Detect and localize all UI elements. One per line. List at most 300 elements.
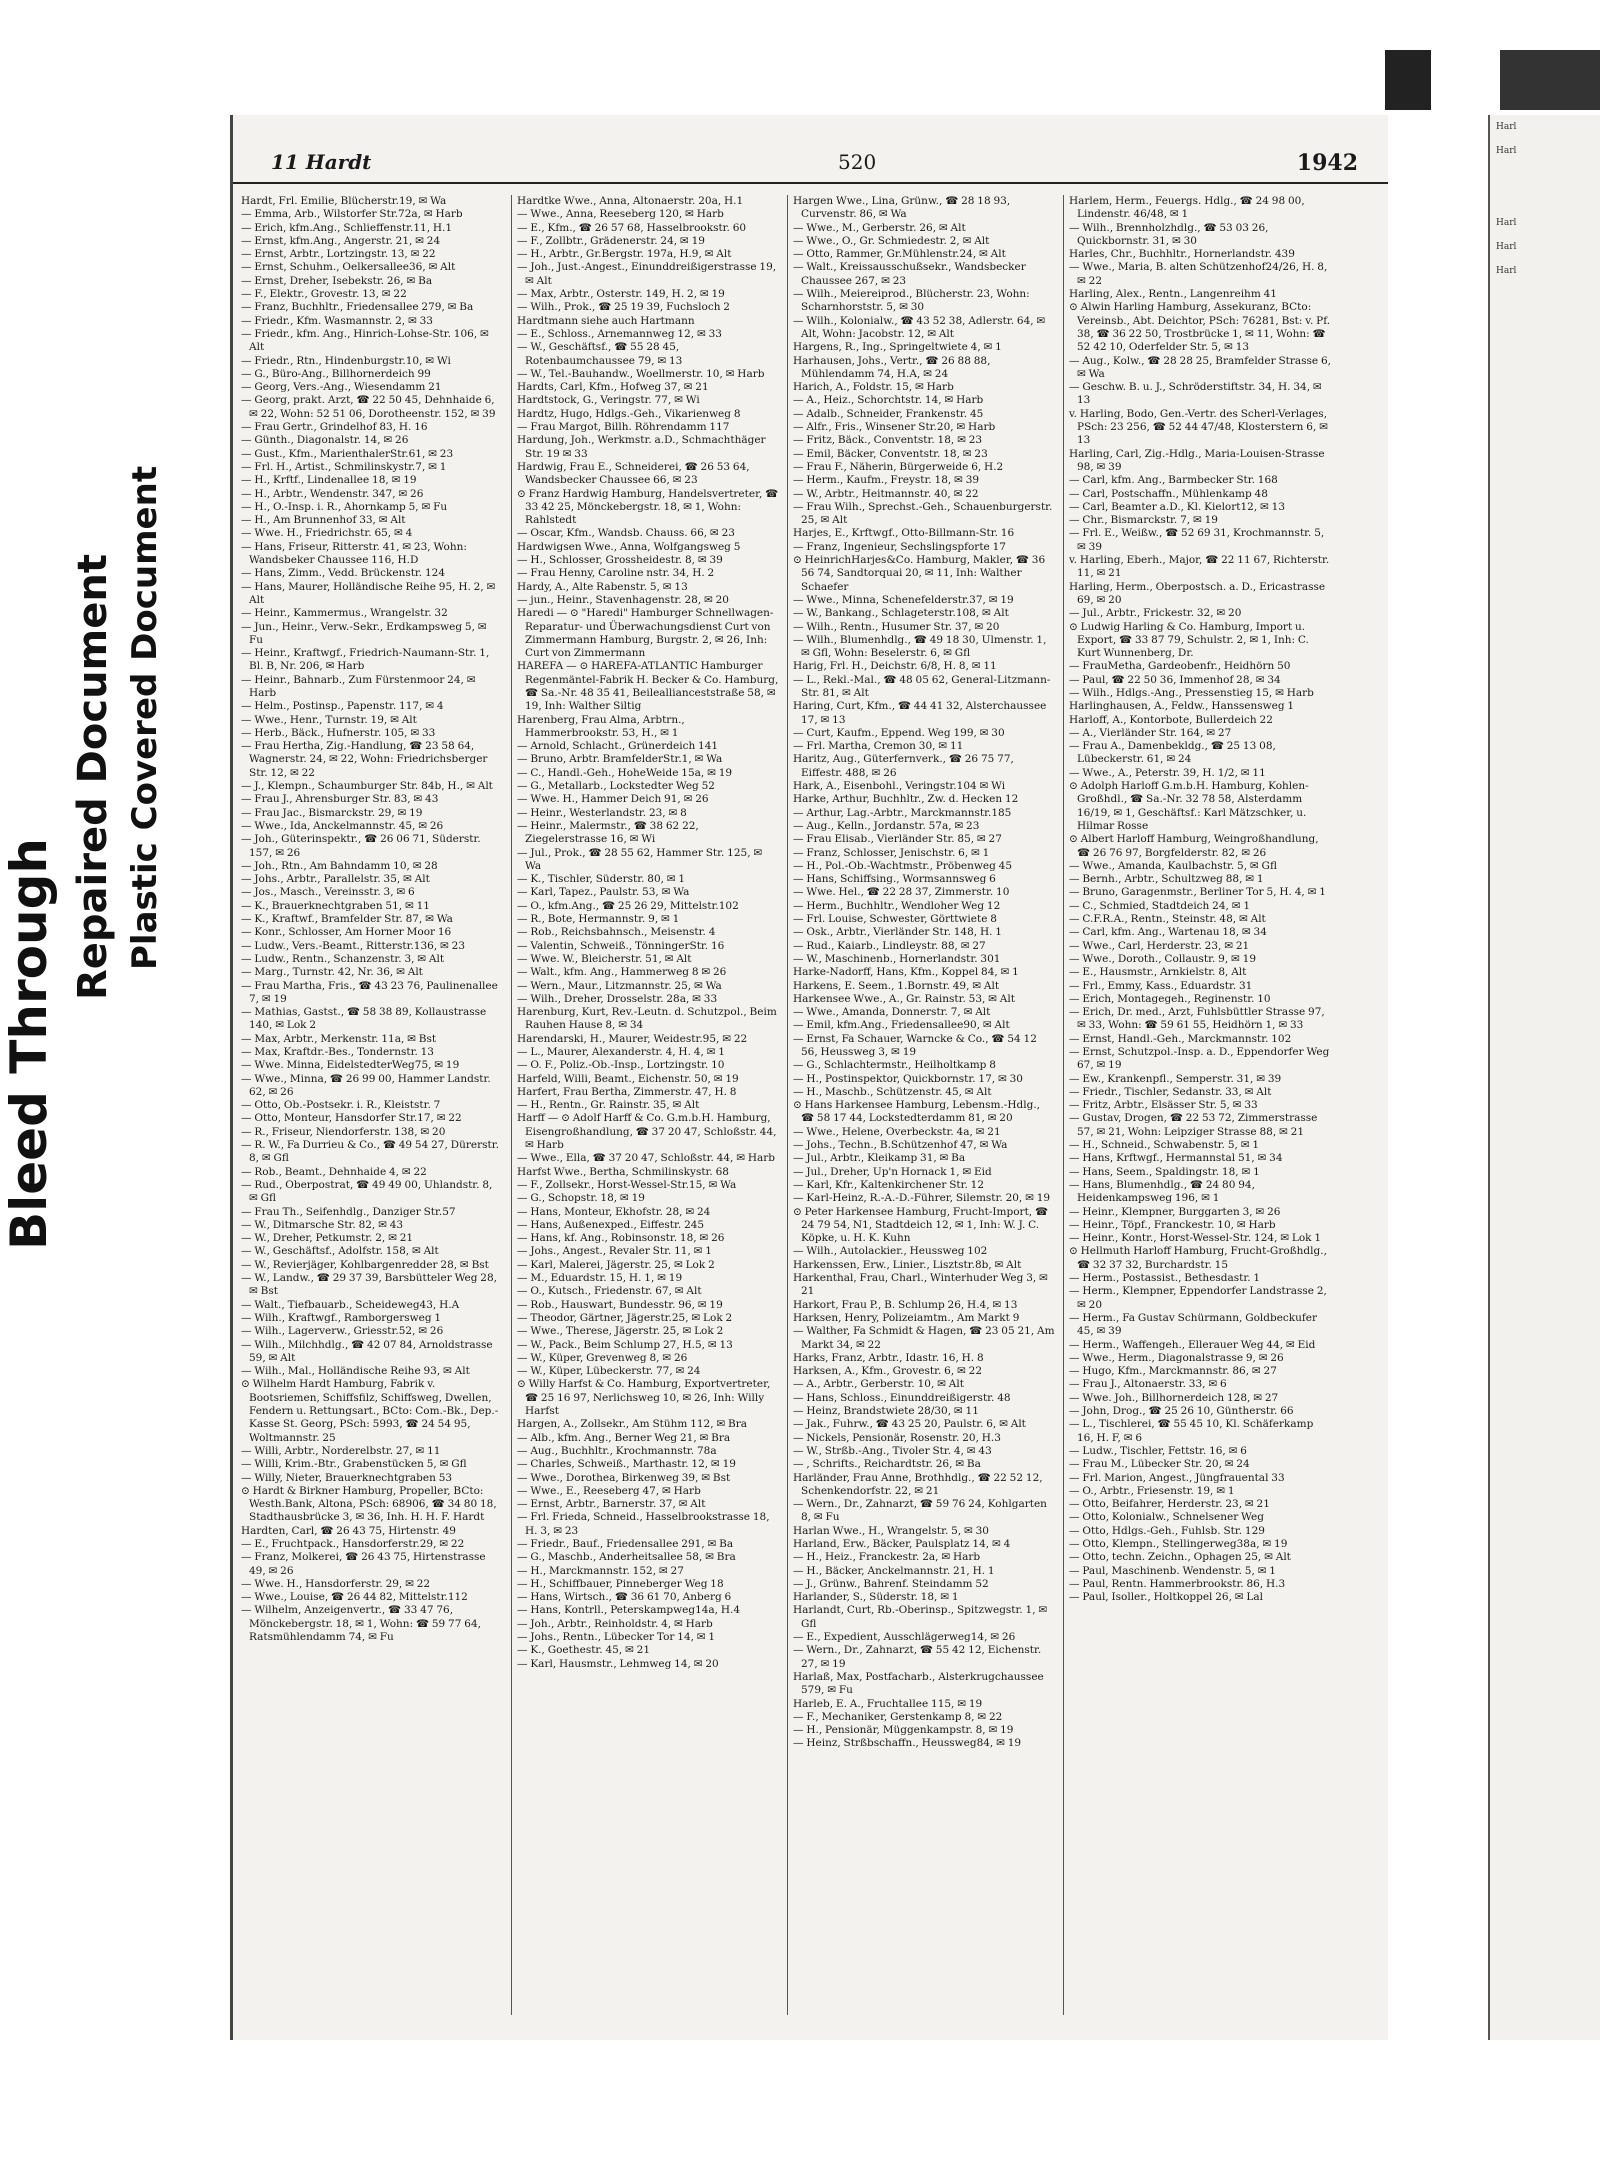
directory-entry: — Wilh., Mal., Holländische Reihe 93, ✉ Alt [241,1365,470,1378]
directory-entry: — Frl. Martha, Cremon 30, ✉ 11 [793,740,964,753]
directory-entry: — Rud., Kaiarb., Lindleystr. 88, ✉ 27 [793,939,986,952]
directory-entry: — H., Krftf., Lindenallee 18, ✉ 19 [241,474,417,487]
directory-entry: — Gustav, Drogen, ☎ 22 53 72, Zimmerstrasse 57, ✉ 21, Wohn: Leipziger Strasse 88, ✉ 21 [1069,1112,1318,1138]
directory-entry: — Otto, Beifahrer, Herderstr. 23, ✉ 21 [1069,1498,1270,1511]
directory-entry: — Wern., Dr., Zahnarzt, ☎ 55 42 12, Eichenstr. 27, ✉ 19 [793,1644,1042,1670]
directory-entry: — Herm., Fa Gustav Schürmann, Goldbeckufer 45, ✉ 39 [1069,1311,1318,1338]
directory-entry: — A., Arbtr., Gerberstr. 10, ✉ Alt [793,1378,964,1391]
strip-entry [1490,523,1600,547]
directory-entry: — K., Kraftwf., Bramfelder Str. 87, ✉ Wa [241,913,453,926]
directory-entry: — L., Rekl.-Mal., ☎ 48 05 62, General-Litzmann-Str. 81, ✉ Alt [793,673,1051,699]
directory-entry: — Wilh., Rentn., Husumer Str. 37, ✉ 20 [793,620,1000,633]
directory-entry: — Otto, Klempn., Stellingerweg38a, ✉ 19 [1069,1537,1288,1550]
directory-entry: — Emil, kfm.Ang., Friedensallee90, ✉ Alt [793,1019,1010,1032]
directory-entry: — H., O.-Insp. i. R., Ahornkamp 5, ✉ Fu [241,500,448,513]
directory-column-2 [517,195,779,2015]
directory-entry: — W., Dreher, Petkumstr. 2, ✉ 21 [241,1232,414,1245]
directory-entry: — Rob., Beamt., Dehnhaide 4, ✉ 22 [241,1165,427,1178]
directory-entry: — Frl. H., Artist., Schmilinskystr.7, ✉ 1 [241,460,447,473]
directory-entry: — Wern., Maur., Litzmannstr. 25, ✉ Wa [517,979,722,992]
directory-entry: — Wwe., Carl, Herderstr. 23, ✉ 21 [1069,939,1250,952]
top-margin [0,0,1600,50]
directory-entry: Hardung, Joh., Werkmstr. a.D., Schmachthäger Str. 19 ✉ 33 [517,434,766,460]
directory-entry: — Friedr., Bauf., Friedensallee 291, ✉ Ba [517,1537,734,1550]
directory-entry: — Günth., Diagonalstr. 14, ✉ 26 [241,434,409,447]
strip-entry [1490,379,1600,403]
directory-entry: — H., Arbtr., Wendenstr. 347, ✉ 26 [241,487,424,500]
directory-entry: — Emma, Arb., Wilstorfer Str.72a, ✉ Harb [241,208,463,221]
directory-entry: — Karl, Malerei, Jägerstr. 25, ✉ Lok 2 [517,1258,715,1271]
directory-entry: Harfert, Frau Bertha, Zimmerstr. 47, H. 8 [517,1085,737,1098]
directory-entry: — Herb., Bäck., Hufnerstr. 105, ✉ 33 [241,726,436,739]
directory-entry: — Theodor, Gärtner, Jägerstr.25, ✉ Lok 2 [517,1311,733,1324]
directory-entry: — W., Maschinenb., Hornerlandstr. 301 [793,952,1001,965]
column-divider [511,195,512,2015]
directory-entry: — Willi, Arbtr., Norderelbstr. 27, ✉ 11 [241,1444,441,1457]
directory-entry: — W., Strßb.-Ang., Tivoler Str. 4, ✉ 43 [793,1444,992,1457]
directory-entry: Harkort, Frau P., B. Schlump 26, H.4, ✉ 13 [793,1298,1018,1311]
directory-entry: — A., Heiz., Schorchtstr. 14, ✉ Harb [793,394,984,407]
directory-entry: — Frau J., Altonaerstr. 33, ✉ 6 [1069,1378,1227,1391]
directory-entry: — Herm., Kaufm., Freystr. 18, ✉ 39 [793,474,980,487]
directory-entry: — Herm., Buchhltr., Wendloher Weg 12 [793,899,1001,912]
directory-entry: — Wwe., Helene, Overbeckstr. 4a, ✉ 21 [793,1125,1001,1138]
directory-entry: Harff — ⊙ Adolf Harff & Co. G.m.b.H. Hamburg, Eisengroßhandlung, ☎ 37 20 47, Schloßstr. 44, ✉ Harb [517,1112,777,1152]
directory-entry: ⊙ Hans Harkensee Hamburg, Lebensm.-Hdlg., ☎ 58 17 44, Lockstedterdamm 81, ✉ 20 [793,1099,1040,1125]
directory-entry: — M., Eduardstr. 15, H. 1, ✉ 19 [517,1272,683,1285]
directory-entry: — Heinr., Kraftwgf., Friedrich-Naumann-Str. 1, Bl. B, Nr. 206, ✉ Harb [241,647,490,673]
directory-entry: — Jos., Masch., Vereinsstr. 3, ✉ 6 [241,886,415,899]
directory-entry: — Hans, Außenexped., Eiffestr. 245 [517,1218,705,1231]
directory-entry: — Valentin, Schweiß., TönningerStr. 16 [517,939,725,952]
directory-entry: — Wwe., O., Gr. Schmiedestr. 2, ✉ Alt [793,234,990,247]
directory-entry: — W., Landw., ☎ 29 37 39, Barsbütteler Weg 28, ✉ Bst [241,1272,497,1298]
directory-entry: Haring, Curt, Kfm., ☎ 44 41 32, Alsterchaussee 17, ✉ 13 [793,700,1047,726]
directory-entry: Harjes, E., Krftwgf., Otto-Billmann-Str. 16 [793,527,1015,540]
directory-entry: — Franz, Ingenieur, Sechslingspforte 17 [793,540,1006,553]
directory-entry: — Karl, Hausmstr., Lehmweg 14, ✉ 20 [517,1657,719,1670]
directory-entry: — G., Maschb., Anderheitsallee 58, ✉ Bra [517,1551,736,1564]
directory-entry: Harlander, S., Süderstr. 18, ✉ 1 [793,1591,959,1604]
directory-entry: — Frau F., Näherin, Bürgerweide 6, H.2 [793,460,1004,473]
directory-entry: — Frl. Frieda, Schneid., Hasselbrookstrasse 18, H. 3, ✉ 23 [517,1511,770,1537]
directory-entry: — Wwe. Joh., Billhornerdeich 128, ✉ 27 [1069,1391,1279,1404]
directory-entry: — W., Küper, Lübeckerstr. 77, ✉ 24 [517,1365,701,1378]
directory-entry: Harkenssen, Erw., Linier., Lisztstr.8b, ✉ Alt [793,1258,1022,1271]
directory-entry: — Wwe. H., Friedrichstr. 65, ✉ 4 [241,527,413,540]
directory-entry: — O. F., Poliz.-Ob.-Insp., Lortzingstr. 10 [517,1059,725,1072]
directory-entry: — Ludw., Vers.-Beamt., Ritterstr.136, ✉ 23 [241,939,466,952]
directory-entry: — Carl, Beamter a.D., Kl. Kielort12, ✉ 13 [1069,500,1286,513]
directory-entry: — W., Geschäftsf., Adolfstr. 158, ✉ Alt [241,1245,439,1258]
directory-entry: Harkenthal, Frau, Charl., Winterhuder Weg 3, ✉ 21 [793,1272,1048,1298]
directory-entry: — Heinr., Westerlandstr. 23, ✉ 8 [517,806,687,819]
directory-entry: — K., Tischler, Süderstr. 80, ✉ 1 [517,873,686,886]
directory-entry: Hardten, Carl, ☎ 26 43 75, Hirtenstr. 49 [241,1524,456,1537]
page-header [233,150,1388,184]
header-year: 1942 [1296,150,1358,176]
directory-entry: — E., Fruchtpack., Hansdorferstr.29, ✉ 22 [241,1537,465,1550]
directory-entry: — Jak., Fuhrw., ☎ 43 25 20, Paulstr. 6, ✉ Alt [793,1418,1026,1431]
directory-entry: — G., Schopstr. 18, ✉ 19 [517,1192,645,1205]
directory-entry: Harkens, E. Seem., 1.Bornstr. 49, ✉ Alt [793,979,1000,992]
directory-entry: — Geschw. B. u. J., Schröderstiftstr. 34, H. 34, ✉ 13 [1069,381,1322,407]
directory-entry: Hargen, A., Zollsekr., Am Stühm 112, ✉ Bra [517,1418,748,1431]
directory-entry: — H., Rentn., Gr. Rainstr. 35, ✉ Alt [517,1099,700,1112]
directory-entry: — jun., Heinr., Stavenhagenstr. 28, ✉ 20 [517,593,729,606]
directory-entry: — Aug., Buchhltr., Krochmannstr. 78a [517,1444,717,1457]
directory-entry: — Wilh., Blumenhdlg., ☎ 49 18 30, Ulmenstr. 1, ✉ Gfl, Wohn: Beselerstr. 6, ✉ Gfl [793,633,1047,660]
directory-entry: ⊙ HeinrichHarjes&Co. Hamburg, Makler, ☎ 36 56 74, Sandtorquai 20, ✉ 11, Inh: Walther Schaefer [793,554,1046,593]
directory-entry: — Wwe., Ella, ☎ 37 20 47, Schloßstr. 44, ✉ Harb [517,1152,776,1165]
directory-entry: — Franz, Molkerei, ☎ 26 43 75, Hirtenstrasse 49, ✉ 26 [241,1551,486,1577]
directory-entry: Harfst Wwe., Bertha, Schmilinskystr. 68 [517,1165,729,1178]
directory-entry: — R. W., Fa Durrieu & Co., ☎ 49 54 27, Dürerstr. 8, ✉ Gfl [241,1139,499,1165]
directory-entry: — Paul, ☎ 22 50 36, Immenhof 28, ✉ 34 [1069,673,1281,686]
directory-entry: Harke-Nadorff, Hans, Kfm., Koppel 84, ✉ 1 [793,966,1019,979]
directory-entry: — O., Arbtr., Friesenstr. 19, ✉ 1 [1069,1484,1235,1497]
directory-entry: Harlandt, Curt, Rb.-Oberinsp., Spitzwegstr. 1, ✉ Gfl [793,1604,1048,1630]
directory-entry: — E., Schloss., Arnemannweg 12, ✉ 33 [517,327,722,340]
directory-entry: — H., Marckmannstr. 152, ✉ 27 [517,1564,684,1577]
directory-entry: ⊙ Hardt & Birkner Hamburg, Propeller, BCto: Westh.Bank, Altona, PSch: 68906, ☎ 34 80 18, Stadthausbrücke 3, ✉ 36, Inh. H. H. F. Hardt [241,1484,497,1524]
strip-entry [1490,283,1600,307]
directory-entry: ⊙ Peter Harkensee Hamburg, Frucht-Import, ☎ 24 79 54, N1, Stadtdeich 12, ✉ 1, Inh: W. J. C. Köpke, u. H. K. Kuhn [793,1205,1049,1245]
directory-entry: — Ernst, Handl.-Geh., Marckmannstr. 102 [1069,1032,1292,1045]
directory-entry: — Hans, Maurer, Holländische Reihe 95, H. 2, ✉ Alt [241,580,496,606]
directory-entry: — Wern., Dr., Zahnarzt, ☎ 59 76 24, Kohlgarten 8, ✉ Fu [793,1498,1047,1524]
directory-entry: — Karl, Tapez., Paulstr. 53, ✉ Wa [517,886,690,899]
directory-entry: — Erich, Montagegeh., Reginenstr. 10 [1069,992,1271,1005]
directory-entry: — W., Pack., Beim Schlump 27, H.5, ✉ 13 [517,1338,733,1351]
directory-entry: — Jul., Dreher, Up'n Hornack 1, ✉ Eid [793,1165,992,1178]
directory-entry: — Jul., Prok., ☎ 28 55 62, Hammer Str. 125, ✉ Wa [517,846,763,872]
directory-entry: — Ernst, kfm.Ang., Angerstr. 21, ✉ 24 [241,234,441,247]
directory-entry: — Wwe., Minna, Schenefelderstr.37, ✉ 19 [793,593,1014,606]
directory-entry: Hardtz, Hugo, Hdlgs.-Geh., Vikarienweg 8 [517,407,741,420]
strip-entry [1490,331,1600,355]
strip-entry [1490,475,1600,499]
directory-entry: — Carl, kfm. Ang., Wartenau 18, ✉ 34 [1069,926,1267,939]
directory-entry: — Wwe. Minna, EidelstedterWeg75, ✉ 19 [241,1059,460,1072]
header-running-title: 11 Hardt [271,150,372,174]
strip-entry: Harl [1496,218,1517,228]
directory-entry: — Rob., Hauswart, Bundesstr. 96, ✉ 19 [517,1298,723,1311]
directory-entry: — Wwe., Henr., Turnstr. 19, ✉ Alt [241,713,417,726]
strip-entry [1490,307,1600,331]
directory-entry: — Ludw., Rentn., Schanzenstr. 3, ✉ Alt [241,952,445,965]
directory-entry: — Frl., Emmy, Kass., Eduardstr. 31 [1069,979,1253,992]
directory-entry: — Walt., kfm. Ang., Hammerweg 8 ✉ 26 [517,966,727,979]
directory-entry: Harks, Franz, Arbtr., Idastr. 16, H. 8 [793,1351,984,1364]
directory-entry: — Frau Jac., Bismarckstr. 29, ✉ 19 [241,806,423,819]
directory-entry: — Hans, Wirtsch., ☎ 36 61 70, Anberg 6 [517,1591,732,1604]
directory-entry: — Wwe., Dorothea, Birkenweg 39, ✉ Bst [517,1471,731,1484]
directory-entry: v. Harling, Bodo, Gen.-Vertr. des Scherl-Verlages, PSch: 23 256, ☎ 52 44 47/48, Klosterstern 6, ✉ 13 [1069,407,1328,447]
directory-entry: — E., Kfm., ☎ 26 57 68, Hasselbrookstr. 60 [517,221,747,234]
directory-entry: — Helm., Postinsp., Papenstr. 117, ✉ 4 [241,700,444,713]
directory-entry: — Erich, kfm.Ang., Schlieffenstr.11, H.1 [241,221,453,234]
directory-entry: — C.F.R.A., Rentn., Steinstr. 48, ✉ Alt [1069,913,1266,926]
directory-entry: — Ernst, Arbtr., Lortzingstr. 13, ✉ 22 [241,248,436,261]
directory-entry: Hardy, A., Alte Rabenstr. 5, ✉ 13 [517,580,688,593]
directory-entry: — Wwe., M., Gerberstr. 26, ✉ Alt [793,221,966,234]
directory-entry: — Ernst, Dreher, Isebekstr. 26, ✉ Ba [241,274,433,287]
strip-entry [1490,499,1600,523]
directory-entry: — Carl, kfm. Ang., Barmbecker Str. 168 [1069,474,1278,487]
directory-entry: — Willi, Krim.-Btr., Grabenstücken 5, ✉ Gfl [241,1458,467,1471]
directory-entry: — H., Schiffbauer, Pinneberger Weg 18 [517,1577,724,1590]
directory-entry: — Otto, Kolonialw., Schnelsener Weg [1069,1511,1264,1524]
directory-entry: — Frau A., Damenbekldg., ☎ 25 13 08, Lübeckerstr. 61, ✉ 24 [1069,740,1276,766]
directory-entry: — Marg., Turnstr. 42, Nr. 36, ✉ Alt [241,966,423,979]
directory-entry: — Hans, Krftwgf., Hermannstal 51, ✉ 34 [1069,1152,1283,1165]
directory-entry: — A., Vierländer Str. 164, ✉ 27 [1069,726,1232,739]
directory-entry: — Frau Wilh., Sprechst.-Geh., Schauenburgerstr. 25, ✉ Alt [793,500,1053,527]
directory-entry: — Konr., Schlosser, Am Horner Moor 16 [241,926,452,939]
strip-entry: Harl [1496,242,1517,252]
directory-entry: — Alfr., Fris., Winsener Str.20, ✉ Harb [793,421,996,434]
directory-entry: — Otto, Monteur, Hansdorfer Str.17, ✉ 22 [241,1112,462,1125]
directory-entry: — H., Schneid., Schwabenstr. 5, ✉ 1 [1069,1139,1260,1152]
directory-entry: — Johs., Angest., Revaler Str. 11, ✉ 1 [517,1245,712,1258]
directory-entry: — O., kfm.Ang., ☎ 25 26 29, Mittelstr.102 [517,899,739,912]
directory-entry: — Hans, Friseur, Ritterstr. 41, ✉ 23, Wohn: Wandsbeker Chaussee 116, H.D [241,540,467,567]
directory-entry: — W., Tel.-Bauhandw., Woellmerstr. 10, ✉ Harb [517,367,765,380]
directory-entry: — FrauMetha, Gardeobenfr., Heidhörn 50 [1069,660,1291,673]
directory-entry: — J., Klempn., Schaumburger Str. 84b, H., ✉ Alt [241,780,493,793]
directory-entry: — Heinr., Kammermus., Wrangelstr. 32 [241,607,448,620]
directory-column-4 [1069,195,1331,2015]
directory-entry: — F., Elektr., Grovestr. 13, ✉ 22 [241,288,407,301]
directory-entry: — R., Bote, Hermannstr. 9, ✉ 1 [517,913,680,926]
directory-entry: — Wwe., Minna, ☎ 26 99 00, Hammer Landstr. 62, ✉ 26 [241,1072,491,1098]
directory-entry: — O., Kutsch., Friedenstr. 67, ✉ Alt [517,1285,702,1298]
directory-entry: — Johs., Techn., B.Schützenhof 47, ✉ Wa [793,1139,1008,1152]
directory-page [230,115,1388,2040]
directory-entry: — Chr., Bismarckstr. 7, ✉ 19 [1069,514,1218,527]
directory-entry: — Herm., Klempner, Eppendorfer Landstrasse 2, ✉ 20 [1069,1285,1327,1311]
directory-entry: — John, Drog., ☎ 25 26 10, Güntherstr. 66 [1069,1405,1294,1418]
directory-entry: Hardtmann siehe auch Hartmann [517,314,695,327]
directory-entry: — Wilh., Prok., ☎ 25 19 39, Fuchsloch 2 [517,301,730,314]
strip-entry [1490,403,1600,427]
directory-entry: Harich, A., Foldstr. 15, ✉ Harb [793,381,954,394]
directory-entry: — W., Revierjäger, Kohlbargenredder 28, ✉ Bst [241,1258,489,1271]
directory-entry: — Arnold, Schlacht., Grünerdeich 141 [517,740,719,753]
directory-entry: — Hugo, Kfm., Marckmannstr. 86, ✉ 27 [1069,1365,1277,1378]
directory-entry: Haredi — ⊙ "Haredi" Hamburger Schnellwagen-Reparatur- und Überwachungsdienst Curt von Zimmermann Hamburg, Burgstr. 2, ✉ 26, Inh: Curt von Zimmermann [517,607,774,660]
directory-entry: ⊙ Ludwig Harling & Co. Hamburg, Import u. Export, ☎ 33 87 79, Schulstr. 2, ✉ 1, Inh: C. Kurt Wunnenberg, Dr. [1069,620,1309,660]
directory-entry: Hardtke Wwe., Anna, Altonaerstr. 20a, H.1 [517,195,744,207]
directory-entry: — Frau Hertha, Zig.-Handlung, ☎ 23 58 64, Wagnerstr. 24, ✉ 22, Wohn: Friedrichsberger Str. 12, ✉ 22 [241,740,488,779]
strip-entry [1490,667,1600,691]
label-plastic-covered: Plastic Covered Document [125,465,165,970]
directory-entry: — Aug., Kelln., Jordanstr. 57a, ✉ 23 [793,819,980,832]
directory-entry: Harig, Frl. H., Deichstr. 6/8, H. 8, ✉ 11 [793,660,997,673]
strip-entry [1490,163,1600,187]
directory-entry: — E., Expedient, Ausschlägerweg14, ✉ 26 [793,1631,1016,1644]
directory-entry: — Hans, Kontrll., Peterskampweg14a, H.4 [517,1604,741,1617]
strip-entry: Harl [1496,122,1517,132]
directory-entry: — Wwe., Doroth., Collaustr. 9, ✉ 19 [1069,952,1257,965]
strip-entry [1490,691,1600,715]
directory-entry: — Frau M., Lübecker Str. 20, ✉ 24 [1069,1458,1250,1471]
directory-entry: — Max, Arbtr., Osterstr. 149, H. 2, ✉ 19 [517,288,725,301]
directory-entry: — Wwe. W., Bleicherstr. 51, ✉ Alt [517,952,692,965]
directory-entry: — H., Pol.-Ob.-Wachtmstr., Pröbenweg 45 [793,859,1013,872]
directory-entry: — R., Friseur, Niendorferstr. 138, ✉ 20 [241,1125,446,1138]
directory-entry: — Aug., Kolw., ☎ 28 28 25, Bramfelder Strasse 6, ✉ Wa [1069,354,1331,380]
directory-entry: — Herm., Waffengeh., Ellerauer Weg 44, ✉ Eid [1069,1338,1316,1351]
directory-entry: — L., Maurer, Alexanderstr. 4, H. 4, ✉ 1 [517,1046,725,1058]
directory-entry: — Hans, kf. Ang., Robinsonstr. 18, ✉ 26 [517,1232,725,1245]
directory-entry: — Hans, Zimm., Vedd. Brückenstr. 124 [241,567,446,580]
directory-entry: Harksen, Henry, Polizeiamtm., Am Markt 9 [793,1311,1020,1324]
directory-entry: — Wilh., Lagerverw., Griesstr.52, ✉ 26 [241,1325,444,1338]
directory-entry: Harling, Alex., Rentn., Langenreihm 41 [1069,288,1277,301]
strip-entry [1490,595,1600,619]
directory-entry: — Nickels, Pensionär, Rosenstr. 20, H.3 [793,1431,1001,1444]
label-bleed-through: Bleed Through [0,838,58,1250]
directory-entry: ⊙ Albert Harloff Hamburg, Weingroßhandlung, ☎ 26 76 97, Borgfelderstr. 82, ✉ 26 [1069,833,1319,859]
directory-entry: — Otto, Hdlgs.-Geh., Fuhlsb. Str. 129 [1069,1524,1265,1537]
directory-entry: — Heinz, Strßbschaffn., Heussweg84, ✉ 19 [793,1737,1022,1750]
directory-entry: — Wwe. H., Hansdorferstr. 29, ✉ 22 [241,1577,431,1590]
directory-entry: Harlinghausen, A., Feldw., Hanssensweg 1 [1069,700,1295,713]
directory-entry: Hardwigsen Wwe., Anna, Wolfgangsweg 5 [517,540,741,553]
directory-entry: — H., Postinspektor, Quickbornstr. 17, ✉ 30 [793,1072,1023,1085]
directory-entry: — Emil, Bäcker, Conventstr. 18, ✉ 23 [793,447,988,460]
directory-entry: — Wwe., Herm., Diagonalstrasse 9, ✉ 26 [1069,1351,1284,1364]
directory-entry: — Wilh., Milchhdlg., ☎ 42 07 84, Arnoldstrasse 59, ✉ Alt [241,1338,493,1364]
strip-entry [1490,355,1600,379]
directory-entry: — Erich, Dr. med., Arzt, Fuhlsbüttler Strasse 97, ✉ 33, Wohn: ☎ 59 61 55, Heidhörn 1, ✉ 33 [1069,1006,1325,1032]
directory-entry: — Max, Kraftdr.-Bes., Tondernstr. 13 [241,1046,434,1058]
directory-entry: — Hans, Schloss., Einunddreißigerstr. 48 [793,1391,1011,1404]
directory-entry: — Herm., Postassist., Bethesdastr. 1 [1069,1272,1261,1285]
directory-entry: — Ernst, Arbtr., Barnerstr. 37, ✉ Alt [517,1498,706,1511]
strip-entry [1490,571,1600,595]
directory-entry: — Friedr., Tischler, Sedanstr. 33, ✉ Alt [1069,1085,1272,1098]
directory-entry: — Frl. Marion, Angest., Jüngfrauental 33 [1069,1471,1285,1484]
directory-entry: — Karl-Heinz, R.-A.-D.-Führer, Silemstr. 20, ✉ 19 [793,1192,1051,1205]
directory-entry: — Ernst, Fa Schauer, Warncke & Co., ☎ 54 12 56, Heussweg 3, ✉ 19 [793,1032,1037,1058]
directory-entry: Harlem, Herm., Feuergs. Hdlg., ☎ 24 98 00, Lindenstr. 46/48, ✉ 1 [1069,195,1305,221]
directory-entry: Harhausen, Johs., Vertr., ☎ 26 88 88, Mühlendamm 74, H.A, ✉ 24 [793,354,991,380]
directory-entry: — Arthur, Lag.-Arbtr., Marckmannstr.185 [793,806,1012,819]
directory-entry: — Frau Martha, Fris., ☎ 43 23 76, Paulinenallee 7, ✉ 19 [241,979,498,1005]
strip-entry [1490,427,1600,451]
directory-entry: — Max, Arbtr., Merkenstr. 11a, ✉ Bst [241,1032,437,1045]
strip-entry [1490,643,1600,667]
directory-entry: — Heinr., Klempner, Burggarten 3, ✉ 26 [1069,1205,1281,1218]
directory-entry: — Fritz, Bäck., Conventstr. 18, ✉ 23 [793,434,983,447]
directory-entry: Harlan Wwe., H., Wrangelstr. 5, ✉ 30 [793,1524,989,1537]
directory-entry: — Heinr., Kontr., Horst-Wessel-Str. 124, ✉ Lok 1 [1069,1232,1322,1245]
directory-entry: — Ludw., Tischler, Fettstr. 16, ✉ 6 [1069,1444,1247,1457]
directory-entry: — Otto, techn. Zeichn., Ophagen 25, ✉ Alt [1069,1551,1291,1564]
directory-entry: Harkensee Wwe., A., Gr. Rainstr. 53, ✉ Alt [793,992,1015,1005]
directory-entry: — Paul, Maschinenb. Wendenstr. 5, ✉ 1 [1069,1564,1276,1577]
directory-entry: — G., Büro-Ang., Billhornerdeich 99 [241,367,431,380]
directory-entry: — F., Zollbtr., Grädenerstr. 24, ✉ 19 [517,234,705,247]
directory-entry: ⊙ Hellmuth Harloff Hamburg, Frucht-Großhdlg., ☎ 32 37 32, Burchardstr. 15 [1069,1245,1327,1271]
directory-entry: — Hans, Monteur, Ekhofstr. 28, ✉ 24 [517,1205,711,1218]
directory-entry: — Wwe., Amanda, Donnerstr. 7, ✉ Alt [793,1006,991,1019]
directory-entry: Hargens, R., Ing., Springeltwiete 4, ✉ 1 [793,341,1002,354]
directory-entry: — Willy, Nieter, Brauerknechtgraben 53 [241,1471,453,1484]
directory-entry: — Adalb., Schneider, Frankenstr. 45 [793,407,984,420]
directory-entry: — Ernst, Schutzpol.-Insp. a. D., Eppendorfer Weg 67, ✉ 19 [1069,1046,1330,1072]
directory-entry: — Frau Henny, Caroline nstr. 34, H. 2 [517,567,715,580]
directory-entry: ⊙ Wilhelm Hardt Hamburg, Fabrik v. Bootsriemen, Schiffsfilz, Schiffsweg, Dwellen, Fendern u. Rettungsart., BCto: Com.-Bk., Dep.-Kasse St. Georg, PSch: 5993, ☎ 24 54 95, Woltmannstr. 25 [241,1378,499,1444]
directory-entry: — Hans, Seem., Spaldingstr. 18, ✉ 1 [1069,1165,1260,1178]
directory-entry: — Oscar, Kfm., Wandsb. Chauss. 66, ✉ 23 [517,527,735,540]
directory-entry: Harke, Arthur, Buchhltr., Zw. d. Hecken 12 [793,793,1019,806]
column-divider [1063,195,1064,2015]
directory-entry: Hargen Wwe., Lina, Grünw., ☎ 28 18 93, Curvenstr. 86, ✉ Wa [793,195,1011,221]
directory-entry: — Bernh., Arbtr., Schultzweg 88, ✉ 1 [1069,873,1264,886]
directory-entry: — K., Brauerknechtgraben 51, ✉ 11 [241,899,430,912]
directory-entry: — Carl, Postschaffn., Mühlenkamp 48 [1069,487,1268,500]
directory-entry: — H., Maschb., Schützenstr. 45, ✉ Alt [793,1085,992,1098]
directory-entry: — , Schrifts., Reichardtstr. 26, ✉ Ba [793,1458,981,1471]
directory-entry: — Gust., Kfm., MarienthalerStr.61, ✉ 23 [241,447,454,460]
directory-entry: ⊙ Alwin Harling Hamburg, Assekuranz, BCto: Vereinsb., Abt. Deichtor, PSch: 76281, Bst: v. Pf. 38, ☎ 36 22 50, Trostbrücke 1, ✉ 11, Wohn: ☎ 52 42 10, Oderfelder Str. 5, ✉ 13 [1069,301,1331,354]
directory-entry: — K., Goethestr. 45, ✉ 21 [517,1644,650,1657]
directory-entry: — Frau Margot, Billh. Röhrendamm 117 [517,421,730,434]
directory-entry: Haritz, Aug., Güterfernverk., ☎ 26 75 77, Eiffestr. 488, ✉ 26 [793,753,1014,779]
directory-entry: — Wilh., Kraftwgf., Ramborgersweg 1 [241,1311,442,1324]
directory-entry: — Joh., Arbtr., Reinholdstr. 4, ✉ Harb [517,1617,713,1630]
directory-entry: — Ernst, Schuhm., Oelkersallee36, ✉ Alt [241,261,456,274]
directory-entry: — Paul, Isoller., Holtkoppel 26, ✉ Lal [1069,1591,1264,1604]
directory-entry: — W., Bankang., Schlageterstr.108, ✉ Alt [793,607,1009,620]
directory-entry: — H., Bäcker, Anckelmannstr. 21, H. 1 [793,1564,995,1577]
directory-entry: — Charles, Schweiß., Marthastr. 12, ✉ 19 [517,1458,736,1471]
directory-entry: — J., Grünw., Bahrenf. Steindamm 52 [793,1577,989,1590]
directory-entry: — Frl. E., Weißw., ☎ 52 69 31, Krochmannstr. 5, ✉ 39 [1069,527,1325,553]
directory-entry: Hardts, Carl, Kfm., Hofweg 37, ✉ 21 [517,381,709,394]
directory-entry: — C., Handl.-Geh., HoheWeide 15a, ✉ 19 [517,766,733,779]
directory-entry: — Georg, Vers.-Ang., Wiesendamm 21 [241,381,442,394]
page-edge-dark [1385,50,1431,110]
directory-entry: — Wwe. Hel., ☎ 22 28 37, Zimmerstr. 10 [793,886,1010,899]
directory-entry: — W., Arbtr., Heitmannstr. 40, ✉ 22 [793,487,979,500]
column-divider [787,195,788,2015]
directory-entry: — Johs., Arbtr., Parallelstr. 35, ✉ Alt [241,873,430,886]
directory-entry: Harlaß, Max, Postfacharb., Alsterkrugchaussee 579, ✉ Fu [793,1670,1044,1697]
directory-column-3 [793,195,1055,2015]
directory-column-1 [241,195,503,2015]
directory-entry: — Walt., Kreissausschußsekr., Wandsbecker Chaussee 267, ✉ 23 [793,261,1026,287]
strip-entry: Harl [1496,146,1517,156]
directory-entry: — Wilh., Kolonialw., ☎ 43 52 38, Adlerstr. 64, ✉ Alt, Wohn: Jacobstr. 12, ✉ Alt [793,314,1046,340]
directory-entry: — Walt., Tiefbauarb., Scheideweg43, H.A [241,1298,460,1311]
directory-entry: Harfeld, Willi, Beamt., Eichenstr. 50, ✉ 19 [517,1072,739,1085]
directory-entry: — Wilhelm, Anzeigenvertr., ☎ 33 47 76, Mönckebergstr. 18, ✉ 1, Wohn: ☎ 59 77 64, Ratsmühlendamm 74, ✉ Fu [241,1604,481,1644]
directory-entry: — Joh., Rtn., Am Bahndamm 10, ✉ 28 [241,859,438,872]
directory-entry: — Friedr., kfm. Ang., Hinrich-Lohse-Str. 106, ✉ Alt [241,327,489,354]
directory-entry: — Wwe., Louise, ☎ 26 44 82, Mittelstr.112 [241,1591,468,1604]
strip-entry [1490,451,1600,475]
directory-entry: — Walther, Fa Schmidt & Hagen, ☎ 23 05 21, Am Markt 34, ✉ 22 [793,1325,1055,1351]
directory-entry: — Friedr., Kfm. Wasmannstr. 2, ✉ 33 [241,314,433,327]
directory-entry: — H., Am Brunnenhof 33, ✉ Alt [241,514,406,527]
directory-entry: — L., Tischlerei, ☎ 55 45 10, Kl. Schäferkamp 16, H. F, ✉ 6 [1069,1418,1314,1444]
directory-entry: — W., Geschäftsf., ☎ 55 28 45, Rotenbaumchaussee 79, ✉ 13 [517,341,683,367]
